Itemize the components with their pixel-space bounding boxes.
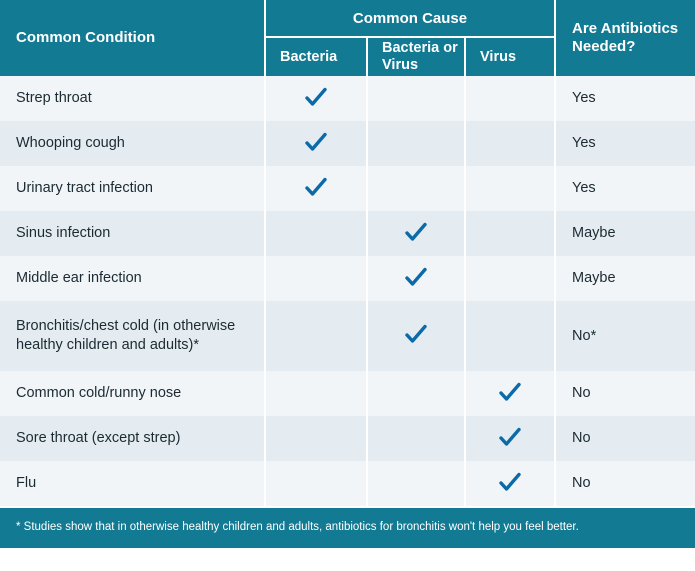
cell-cause-bacteria xyxy=(265,166,367,211)
check-mark-icon xyxy=(305,177,327,197)
header-row-top xyxy=(0,0,695,37)
table-row xyxy=(0,371,695,416)
table-row xyxy=(0,121,695,166)
cell-condition: Common cold/runny nose xyxy=(0,371,265,416)
cell-cause-bacteria xyxy=(265,211,367,256)
cell-condition: Sinus infection xyxy=(0,211,265,256)
check-mark-icon xyxy=(405,324,427,344)
check-mark-icon xyxy=(499,427,521,447)
cell-cause-virus xyxy=(465,301,555,371)
check-mark-icon xyxy=(499,382,521,402)
check-mark-icon xyxy=(305,87,327,107)
cell-condition: Sore throat (except strep) xyxy=(0,416,265,461)
cell-cause-bacteria xyxy=(265,76,367,121)
column-header-antibiotics-needed: Are Antibiotics Needed? xyxy=(555,0,695,76)
cell-condition: Flu xyxy=(0,461,265,506)
footnote: * Studies show that in otherwise healthy children and adults, antibiotics for bronchitis won't help you feel better. xyxy=(0,506,695,548)
check-mark-icon xyxy=(305,132,327,152)
cell-cause-bacteria xyxy=(265,416,367,461)
check-mark-icon xyxy=(405,222,427,242)
cell-antibiotics-needed: Yes xyxy=(555,121,695,166)
column-header-bacteria-or-virus: Bacteria or Virus xyxy=(367,37,465,76)
cell-condition: Bronchitis/chest cold (in otherwise healthy children and adults)* xyxy=(0,301,265,371)
table-row xyxy=(0,166,695,211)
cell-cause-bacteria-or-virus xyxy=(367,76,465,121)
cell-antibiotics-needed: Yes xyxy=(555,76,695,121)
cell-cause-virus xyxy=(465,371,555,416)
cell-cause-bacteria xyxy=(265,121,367,166)
cell-antibiotics-needed: No xyxy=(555,371,695,416)
cell-cause-virus xyxy=(465,461,555,506)
cell-cause-bacteria-or-virus xyxy=(367,301,465,371)
cell-cause-bacteria-or-virus xyxy=(367,256,465,301)
cell-condition: Urinary tract infection xyxy=(0,166,265,211)
table-row xyxy=(0,416,695,461)
cell-cause-virus xyxy=(465,211,555,256)
column-header-common-cause: Common Cause xyxy=(265,0,555,37)
column-header-common-condition: Common Condition xyxy=(0,0,265,76)
table-row xyxy=(0,76,695,121)
cell-cause-bacteria xyxy=(265,301,367,371)
cell-cause-bacteria-or-virus xyxy=(367,416,465,461)
table-row xyxy=(0,256,695,301)
cell-antibiotics-needed: No xyxy=(555,416,695,461)
cell-antibiotics-needed: Yes xyxy=(555,166,695,211)
cell-antibiotics-needed: No* xyxy=(555,301,695,371)
table-header xyxy=(0,0,695,76)
table-row xyxy=(0,301,695,371)
cell-cause-bacteria xyxy=(265,461,367,506)
cell-cause-bacteria xyxy=(265,371,367,416)
cell-antibiotics-needed: No xyxy=(555,461,695,506)
cell-condition: Middle ear infection xyxy=(0,256,265,301)
check-mark-icon xyxy=(405,267,427,287)
column-header-bacteria: Bacteria xyxy=(265,37,367,76)
check-mark-icon xyxy=(499,472,521,492)
cell-condition: Whooping cough xyxy=(0,121,265,166)
cell-cause-virus xyxy=(465,256,555,301)
cell-cause-virus xyxy=(465,121,555,166)
cell-cause-bacteria-or-virus xyxy=(367,166,465,211)
cell-cause-bacteria-or-virus xyxy=(367,371,465,416)
cell-cause-bacteria xyxy=(265,256,367,301)
cell-antibiotics-needed: Maybe xyxy=(555,211,695,256)
cell-cause-bacteria-or-virus xyxy=(367,121,465,166)
cell-cause-virus xyxy=(465,76,555,121)
cell-condition: Strep throat xyxy=(0,76,265,121)
table-row xyxy=(0,461,695,506)
cell-cause-bacteria-or-virus xyxy=(367,211,465,256)
cell-antibiotics-needed: Maybe xyxy=(555,256,695,301)
cell-cause-bacteria-or-virus xyxy=(367,461,465,506)
cell-cause-virus xyxy=(465,416,555,461)
cell-cause-virus xyxy=(465,166,555,211)
column-header-virus: Virus xyxy=(465,37,555,76)
table-body xyxy=(0,76,695,506)
table-row xyxy=(0,211,695,256)
